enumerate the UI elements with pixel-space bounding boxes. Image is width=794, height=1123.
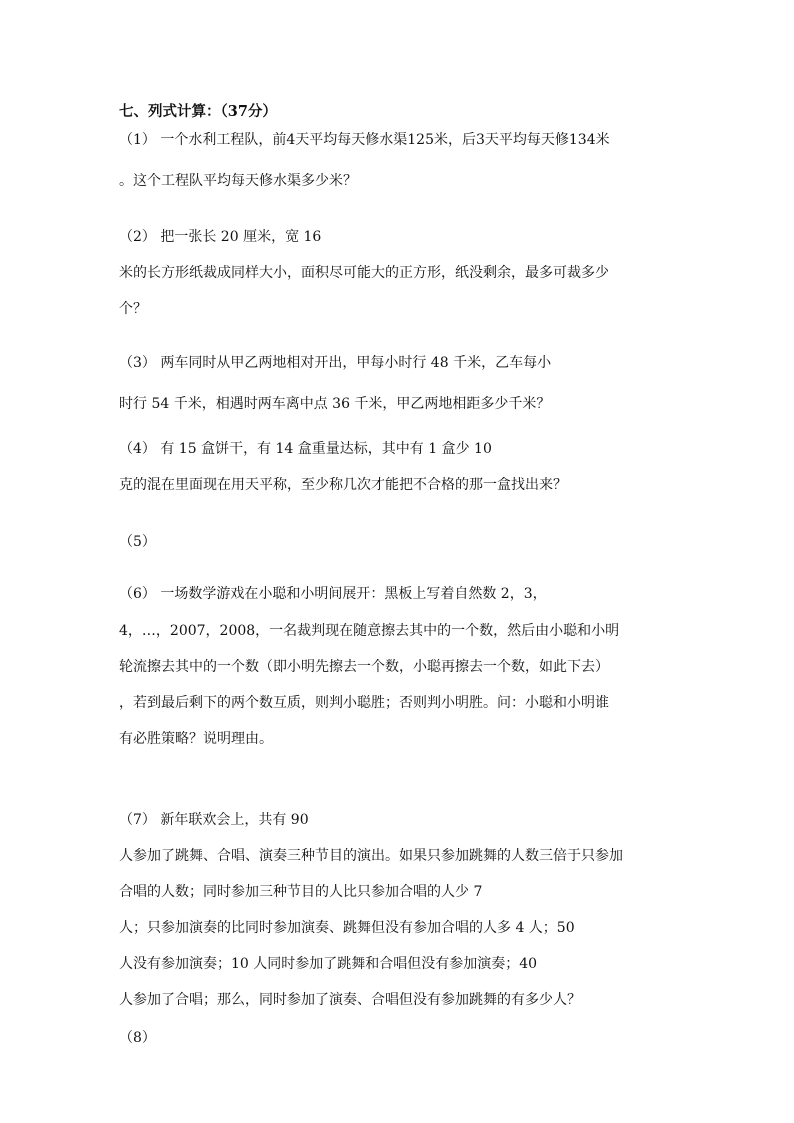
problem-text-line: 有必胜策略？说明理由。 bbox=[119, 731, 273, 747]
problem-text-line: 合唱的人数；同时参加三种节目的人比只参加合唱的人少 7 bbox=[119, 884, 483, 900]
problem-text-line: （8） bbox=[119, 1030, 156, 1046]
problem-text-line: 4，…，2007，2008，一名裁判现在随意擦去其中的一个数，然后由小聪和小明 bbox=[119, 623, 620, 639]
problem-text-line: 人；只参加演奏的比同时参加演奏、跳舞但没有参加合唱的人多 4 人；50 bbox=[119, 920, 575, 936]
problem-text-line: 人参加了合唱；那么，同时参加了演奏、合唱但没有参加跳舞的有多少人？ bbox=[119, 992, 581, 1008]
section-title: 七、列式计算：（37分） bbox=[119, 103, 277, 120]
problem-text-line: （6） 一场数学游戏在小聪和小明间展开：黑板上写着自然数 2，3， bbox=[119, 586, 547, 602]
problem-text-line: （1） 一个水利工程队，前4天平均每天修水渠125米，后3天平均每天修134米 bbox=[119, 132, 610, 148]
problem-text-line: 。这个工程队平均每天修水渠多少米？ bbox=[119, 173, 357, 189]
problem-text-line: （4） 有 15 盒饼干，有 14 盒重量达标，其中有 1 盒少 10 bbox=[119, 441, 492, 457]
problem-text-line: 轮流擦去其中的一个数（即小明先擦去一个数，小聪再擦去一个数，如此下去） bbox=[119, 659, 609, 675]
problem-text-line: （3） 两车同时从甲乙两地相对开出，甲每小时行 48 千米，乙车每小 bbox=[119, 355, 552, 371]
problem-text-line: 人没有参加演奏；10 人同时参加了跳舞和合唱但没有参加演奏；40 bbox=[119, 956, 538, 972]
problem-text-line: 个？ bbox=[119, 301, 147, 317]
problem-text-line: 米的长方形纸裁成同样大小，面积尽可能大的正方形，纸没剩余，最多可裁多少 bbox=[119, 265, 609, 281]
problem-text-line: 时行 54 千米，相遇时两车离中点 36 千米，甲乙两地相距多少千米？ bbox=[119, 396, 551, 412]
problem-text-line: ，若到最后剩下的两个数互质，则判小聪胜；否则判小明胜。问：小聪和小明谁 bbox=[119, 695, 609, 711]
problem-text-line: （7） 新年联欢会上，共有 90 bbox=[119, 812, 309, 828]
problem-text-line: （5） bbox=[119, 534, 156, 550]
problem-text-line: （2） 把一张长 20 厘米，宽 16 bbox=[119, 229, 322, 245]
problem-text-line: 克的混在里面现在用天平称，至少称几次才能把不合格的那一盒找出来？ bbox=[119, 477, 567, 493]
problem-text-line: 人参加了跳舞、合唱、演奏三种节目的演出。如果只参加跳舞的人数三倍于只参加 bbox=[119, 848, 623, 864]
